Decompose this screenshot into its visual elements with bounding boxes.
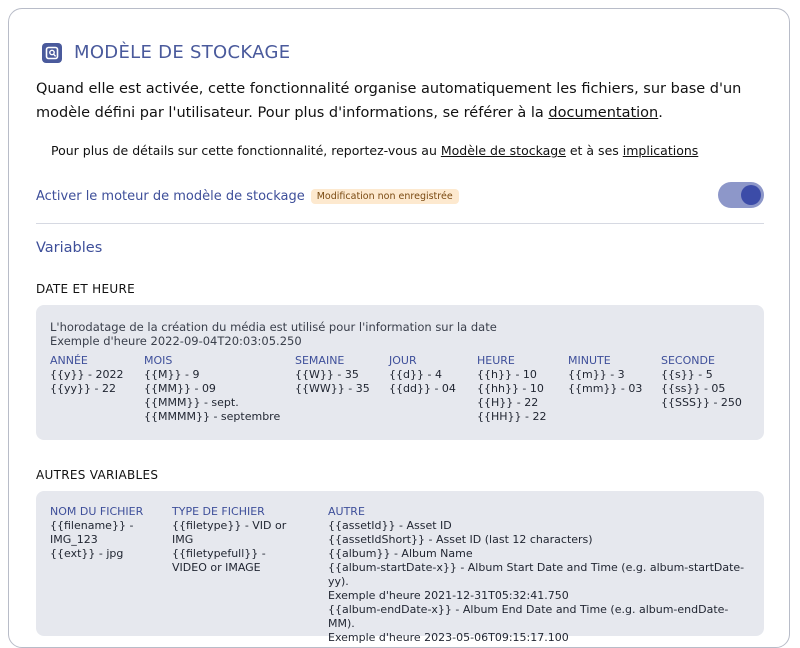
variable-item: {{d}} - 4 xyxy=(389,368,442,381)
hour-header: HEURE xyxy=(477,354,515,367)
description-text: Quand elle est activée, cette fonctionnalité organise automatiquement les fichiers, sur base d'un modèle défini par l'utilisateur. Pour plus d'informations, se référer à la xyxy=(36,81,742,121)
description xyxy=(36,77,756,125)
variable-item: {{m}} - 3 xyxy=(568,368,625,381)
datetime-info: L'horodatage de la création du média est utilisé pour l'information sur la date xyxy=(50,320,497,334)
toggle-knob[interactable] xyxy=(741,185,761,205)
other-column xyxy=(328,505,748,645)
minute-column xyxy=(568,354,642,396)
other-variables-panel xyxy=(36,491,764,644)
variable-item: {{filetypefull}} - VIDEO or IMAGE xyxy=(172,547,266,574)
variable-item: {{MMM}} - sept. xyxy=(144,396,239,409)
section-header xyxy=(42,42,290,63)
datetime-example: Exemple d'heure 2022-09-04T20:03:05.250 xyxy=(50,334,302,348)
week-header: SEMAINE xyxy=(295,354,345,367)
other-header: AUTRE xyxy=(328,505,365,518)
variable-item: {{HH}} - 22 xyxy=(477,410,547,423)
storage-template-icon xyxy=(42,43,62,63)
page-title: MODÈLE DE STOCKAGE xyxy=(74,42,291,63)
variable-item: {{filetype}} - VID or IMG xyxy=(172,519,287,546)
month-column xyxy=(144,354,280,424)
second-column xyxy=(661,354,742,410)
hour-column xyxy=(477,354,547,424)
month-header: MOIS xyxy=(144,354,173,367)
variable-item: {{MMMM}} - septembre xyxy=(144,410,281,423)
documentation-link[interactable]: documentation xyxy=(548,105,659,121)
variable-item: {{WW}} - 35 xyxy=(295,382,370,395)
storage-template-link[interactable]: Modèle de stockage xyxy=(440,143,566,158)
variable-item: {{filename}} - IMG_123 xyxy=(50,519,134,546)
week-column xyxy=(295,354,370,396)
enable-storage-template-toggle[interactable] xyxy=(718,182,764,208)
filetype-header: TYPE DE FICHIER xyxy=(172,505,265,518)
datetime-panel xyxy=(36,305,764,440)
divider xyxy=(36,223,764,224)
variable-item: {{assetId}} - Asset ID xyxy=(328,519,452,532)
minute-header: MINUTE xyxy=(568,354,611,367)
variable-item: {{h}} - 10 xyxy=(477,368,537,381)
variable-item: {{SSS}} - 250 xyxy=(661,396,742,409)
variable-item: {{album}} - Album Name xyxy=(328,547,473,560)
variable-item: {{M}} - 9 xyxy=(144,368,200,381)
day-column xyxy=(389,354,456,396)
details-note xyxy=(51,143,698,158)
variable-item: {{W}} - 35 xyxy=(295,368,359,381)
toggle-label: Activer le moteur de modèle de stockage xyxy=(36,188,305,204)
variable-item: {{dd}} - 04 xyxy=(389,382,456,395)
variable-item: {{mm}} - 03 xyxy=(568,382,643,395)
variable-item: {{H}} - 22 xyxy=(477,396,539,409)
variable-item: {{s}} - 5 xyxy=(661,368,713,381)
variables-title: Variables xyxy=(36,240,103,256)
variable-item: {{hh}} - 10 xyxy=(477,382,544,395)
variable-item: {{yy}} - 22 xyxy=(50,382,116,395)
day-header: JOUR xyxy=(389,354,417,367)
datetime-title: DATE ET HEURE xyxy=(36,282,135,296)
year-column xyxy=(50,354,123,396)
variable-item: {{assetIdShort}} - Asset ID (last 12 characters) xyxy=(328,533,593,546)
unsaved-badge: Modification non enregistrée xyxy=(311,189,459,204)
second-header: SECONDE xyxy=(661,354,715,367)
description-end: . xyxy=(658,105,663,121)
variable-item: {{album-endDate-x}} - Album End Date and Time (e.g. album-endDate-MM). xyxy=(328,603,729,630)
enable-storage-template-row xyxy=(36,181,764,211)
year-header: ANNÉE xyxy=(50,354,88,367)
variable-item: {{MM}} - 09 xyxy=(144,382,216,395)
variable-item: Exemple d'heure 2023-05-06T09:15:17.100 xyxy=(328,631,569,644)
note-middle: et à ses xyxy=(565,143,623,158)
note-prefix: Pour plus de détails sur cette fonctionnalité, reportez-vous au xyxy=(51,143,441,158)
variable-item: Exemple d'heure 2021-12-31T05:32:41.750 xyxy=(328,589,569,602)
filename-column xyxy=(50,505,145,561)
storage-template-card xyxy=(8,8,790,648)
filetype-column xyxy=(172,505,302,575)
variable-item: {{ext}} - jpg xyxy=(50,547,124,560)
variable-item: {{album-startDate-x}} - Album Start Date and Time (e.g. album-startDate-yy). xyxy=(328,561,745,588)
variable-item: {{y}} - 2022 xyxy=(50,368,124,381)
other-variables-title: AUTRES VARIABLES xyxy=(36,468,159,482)
implications-link[interactable]: implications xyxy=(622,143,699,158)
variable-item: {{ss}} - 05 xyxy=(661,382,726,395)
filename-header: NOM DU FICHIER xyxy=(50,505,144,518)
